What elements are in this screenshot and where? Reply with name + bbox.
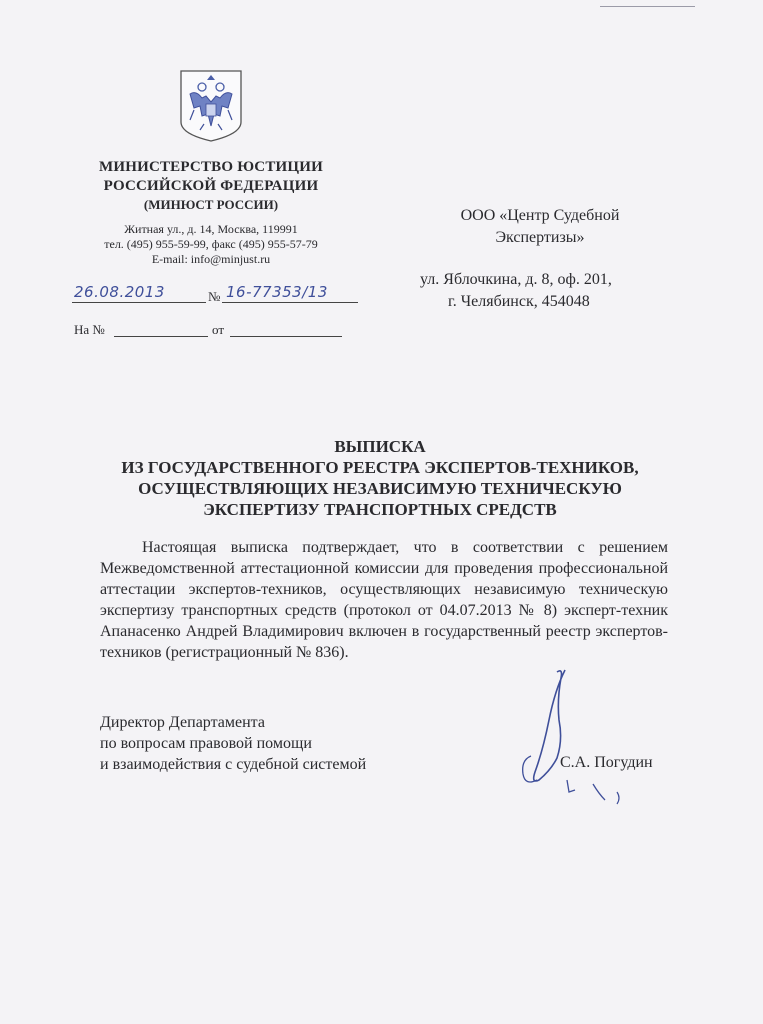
outgoing-date: 26.08.2013 (74, 283, 165, 301)
outgoing-registration (70, 283, 360, 305)
position-line3: и взаимодействия с судебной системой (100, 756, 367, 773)
top-mark (600, 6, 695, 7)
ministry-phones: тел. (495) 955-59-99, факс (495) 955-57-79 (104, 237, 318, 251)
reference-number-label: На № (74, 322, 105, 337)
coat-of-arms-icon (178, 68, 244, 144)
ministry-name-line2: РОССИЙСКОЙ ФЕДЕРАЦИИ (103, 178, 319, 194)
ministry-header (60, 158, 362, 214)
position-line2: по вопросам правовой помощи (100, 735, 312, 752)
ministry-address: Житная ул., д. 14, Москва, 119991 (124, 222, 298, 236)
title-line1: ВЫПИСКА (334, 437, 426, 456)
number-underline (222, 302, 358, 303)
recipient-address-line2: г. Челябинск, 454048 (448, 293, 590, 310)
recipient-block (420, 205, 660, 313)
ministry-email: E-mail: info@minjust.ru (151, 252, 271, 266)
outgoing-number: 16-77353/13 (226, 283, 328, 301)
recipient-org-line1: ООО «Центр Судебной (460, 207, 620, 224)
handwritten-signature (505, 660, 645, 810)
ministry-contacts (60, 222, 362, 267)
recipient-address-line1: ул. Яблочкина, д. 8, оф. 201, (420, 271, 612, 288)
position-line1: Директор Департамента (100, 714, 265, 731)
outgoing-number-label: № (208, 289, 221, 304)
reference-from-label: от (212, 322, 225, 337)
reference-date-blank (230, 336, 342, 337)
reference-line (74, 322, 364, 342)
signatory-position (100, 712, 366, 775)
title-line4: ЭКСПЕРТИЗУ ТРАНСПОРТНЫХ СРЕДСТВ (203, 500, 557, 519)
ministry-name-short: (МИНЮСТ РОССИИ) (143, 197, 279, 212)
recipient-org-line2: Экспертизы» (495, 229, 585, 246)
signatory-name: С.А. Погудин (560, 754, 653, 771)
body-paragraph: Настоящая выписка подтверждает, что в соответствии с решением Межведомственной аттестационной комиссии для проведения профессиональной аттестации экспертов-техников, осуществляющих независимую техническую экспертизу транспортных средств (протокол от 04.07.2013 № 8) эксперт-техник Апанасенко Андрей Владимирович включен в государственный реестр экспертов-техников (регистрационный № 836). (100, 539, 668, 661)
title-line2: ИЗ ГОСУДАРСТВЕННОГО РЕЕСТРА ЭКСПЕРТОВ-ТЕХНИКОВ, (121, 458, 639, 477)
reference-number-blank (114, 336, 208, 337)
document-title (60, 436, 700, 520)
date-underline (72, 302, 206, 303)
ministry-name-line1: МИНИСТЕРСТВО ЮСТИЦИИ (98, 159, 323, 175)
title-line3: ОСУЩЕСТВЛЯЮЩИХ НЕЗАВИСИМУЮ ТЕХНИЧЕСКУЮ (138, 479, 622, 498)
